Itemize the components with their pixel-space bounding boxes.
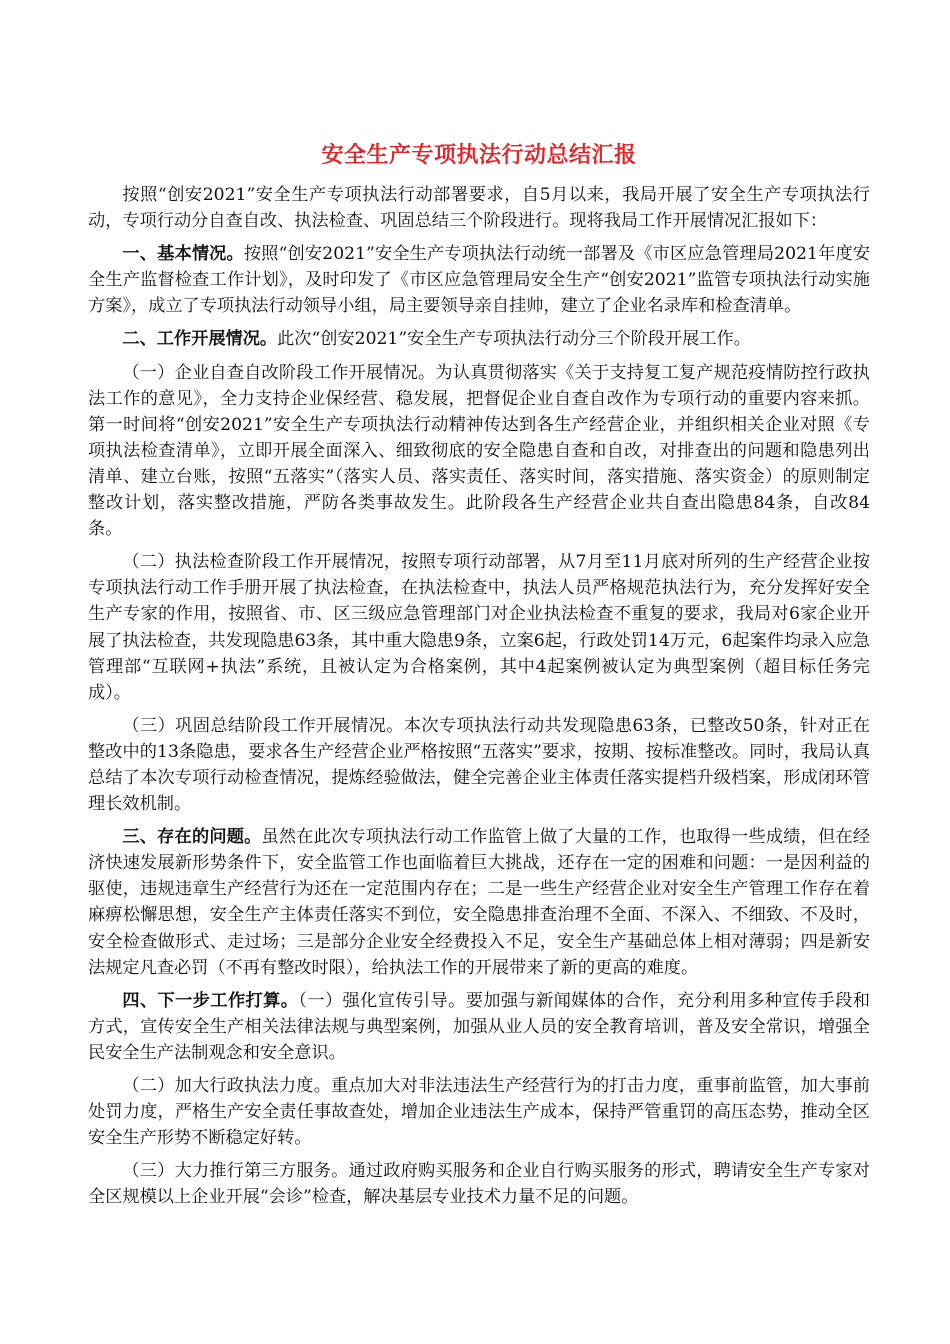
section-heading: 四、下一步工作打算。	[122, 990, 299, 1011]
paragraph-stage-three	[88, 713, 870, 817]
document-title: 安全生产专项执法行动总结汇报	[321, 143, 637, 168]
paragraph-enforcement	[88, 1073, 870, 1151]
section-heading: 一、基本情况。	[122, 244, 244, 265]
paragraph-text: （二）执法检查阶段工作开展情况，按照专项行动部署，从7月至11月底对所列的生产经营企业按专项执法行动工作手册开展了执法检查，在执法检查中，执法人员严格规范执法行为，充分发挥好安全生产专家的作用，按照省、市、区三级应急管理部门对企业执法检查不重复的要求，我局对6家企业开展了执法检查，共发现隐患63条，其中重大隐患9条，立案6起，行政处罚14万元，6起案件均录入应急管理部“互联网+执法”系统，且被认定为合格案例，其中4起案例被认定为典型案例（超目标任务完成）。	[88, 552, 870, 703]
paragraph-text: 虽然在此次专项执法行动工作监管上做了大量的工作，也取得一些成绩，但在经济快速发展新形势条件下，安全监管工作也面临着巨大挑战，还存在一定的困难和问题：一是因利益的驱使，违规违章生产经营行为还在一定范围内存在；二是一些生产经营企业对安全生产管理工作存在着麻痹松懈思想，安全生产主体责任落实不到位，安全隐患排查治理不全面、不深入、不细致、不及时，安全检查做形式、走过场；三是部分企业安全经费投入不足，安全生产基础总体上相对薄弱；四是新安法规定凡查必罚（不再有整改时限），给执法工作的开展带来了新的更高的难度。	[88, 827, 870, 978]
paragraph-text: （二）加大行政执法力度。重点加大对非法违法生产经营行为的打击力度，重事前监管，加大事前处罚力度，严格生产安全责任事故查处，增加企业违法生产成本，保持严管重罚的高压态势，推动全区安全生产形势不断稳定好转。	[88, 1076, 870, 1149]
paragraph-third-party	[88, 1158, 870, 1210]
paragraph-problems	[88, 824, 870, 981]
paragraph-text: （一）企业自查自改阶段工作开展情况。为认真贯彻落实《关于支持复工复产规范疫情防控行政执法工作的意见》，全力支持企业保经营、稳发展，把督促企业自查自改作为专项行动的重要内容来抓。第一时间将“创安2021”安全生产专项执法行动精神传达到各生产经营企业，并组织相关企业对照《专项执法检查清单》，立即开展全面深入、细致彻底的安全隐患自查和自改，对排查出的问题和隐患列出清单、建立台账，按照“五落实”（落实人员、落实责任、落实时间，落实措施、落实资金）的原则制定整改计划，落实整改措施，严防各类事故发生。此阶段各生产经营企业共自查出隐患84条，自改84条。	[88, 362, 870, 540]
section-heading: 二、工作开展情况。	[122, 329, 278, 350]
paragraph-stage-one	[88, 360, 870, 543]
document-page	[88, 140, 870, 1217]
section-heading: 三、存在的问题。	[122, 827, 262, 848]
paragraph-work-progress	[88, 326, 870, 352]
paragraph-next-steps	[88, 988, 870, 1066]
paragraph-text: 此次“创安2021”安全生产专项执法行动分三个阶段开展工作。	[277, 329, 751, 350]
paragraph-text: 按照“创安2021”安全生产专项执法行动统一部署及《市区应急管理局2021年度安全生产监督检查工作计划》，及时印发了《市区应急管理局安全生产“创安2021”监管专项执法行动实施方案》，成立了专项执法行动领导小组，局主要领导亲自挂帅，建立了企业名录库和检查清单。	[88, 244, 870, 317]
paragraph-stage-two	[88, 549, 870, 706]
paragraph-text: （一）强化宣传引导。要加强与新闻媒体的合作，充分利用多种宣传手段和方式，宣传安全生产相关法律法规与典型案例，加强从业人员的安全教育培训，普及安全常识，增强全民安全生产法制观念和安全意识。	[88, 990, 870, 1063]
paragraph-basic-situation	[88, 241, 870, 319]
paragraph-text: （三）大力推行第三方服务。通过政府购买服务和企业自行购买服务的形式，聘请安全生产专家对全区规模以上企业开展“会诊”检查，解决基层专业技术力量不足的问题。	[88, 1161, 870, 1208]
paragraph-intro	[88, 182, 870, 234]
paragraph-text: 按照“创安2021”安全生产专项执法行动部署要求，自5月以来，我局开展了安全生产专项执法行动，专项行动分自查自改、执法检查、巩固总结三个阶段进行。现将我局工作开展情况汇报如下：	[88, 185, 870, 232]
paragraph-text: （三）巩固总结阶段工作开展情况。本次专项执法行动共发现隐患63条，已整改50条，针对正在整改中的13条隐患，要求各生产经营企业严格按照“五落实”要求，按期、按标准整改。同时，我局认真总结了本次专项行动检查情况，提炼经验做法，健全完善企业主体责任落实提档升级档案，形成闭环管理长效机制。	[88, 715, 870, 815]
